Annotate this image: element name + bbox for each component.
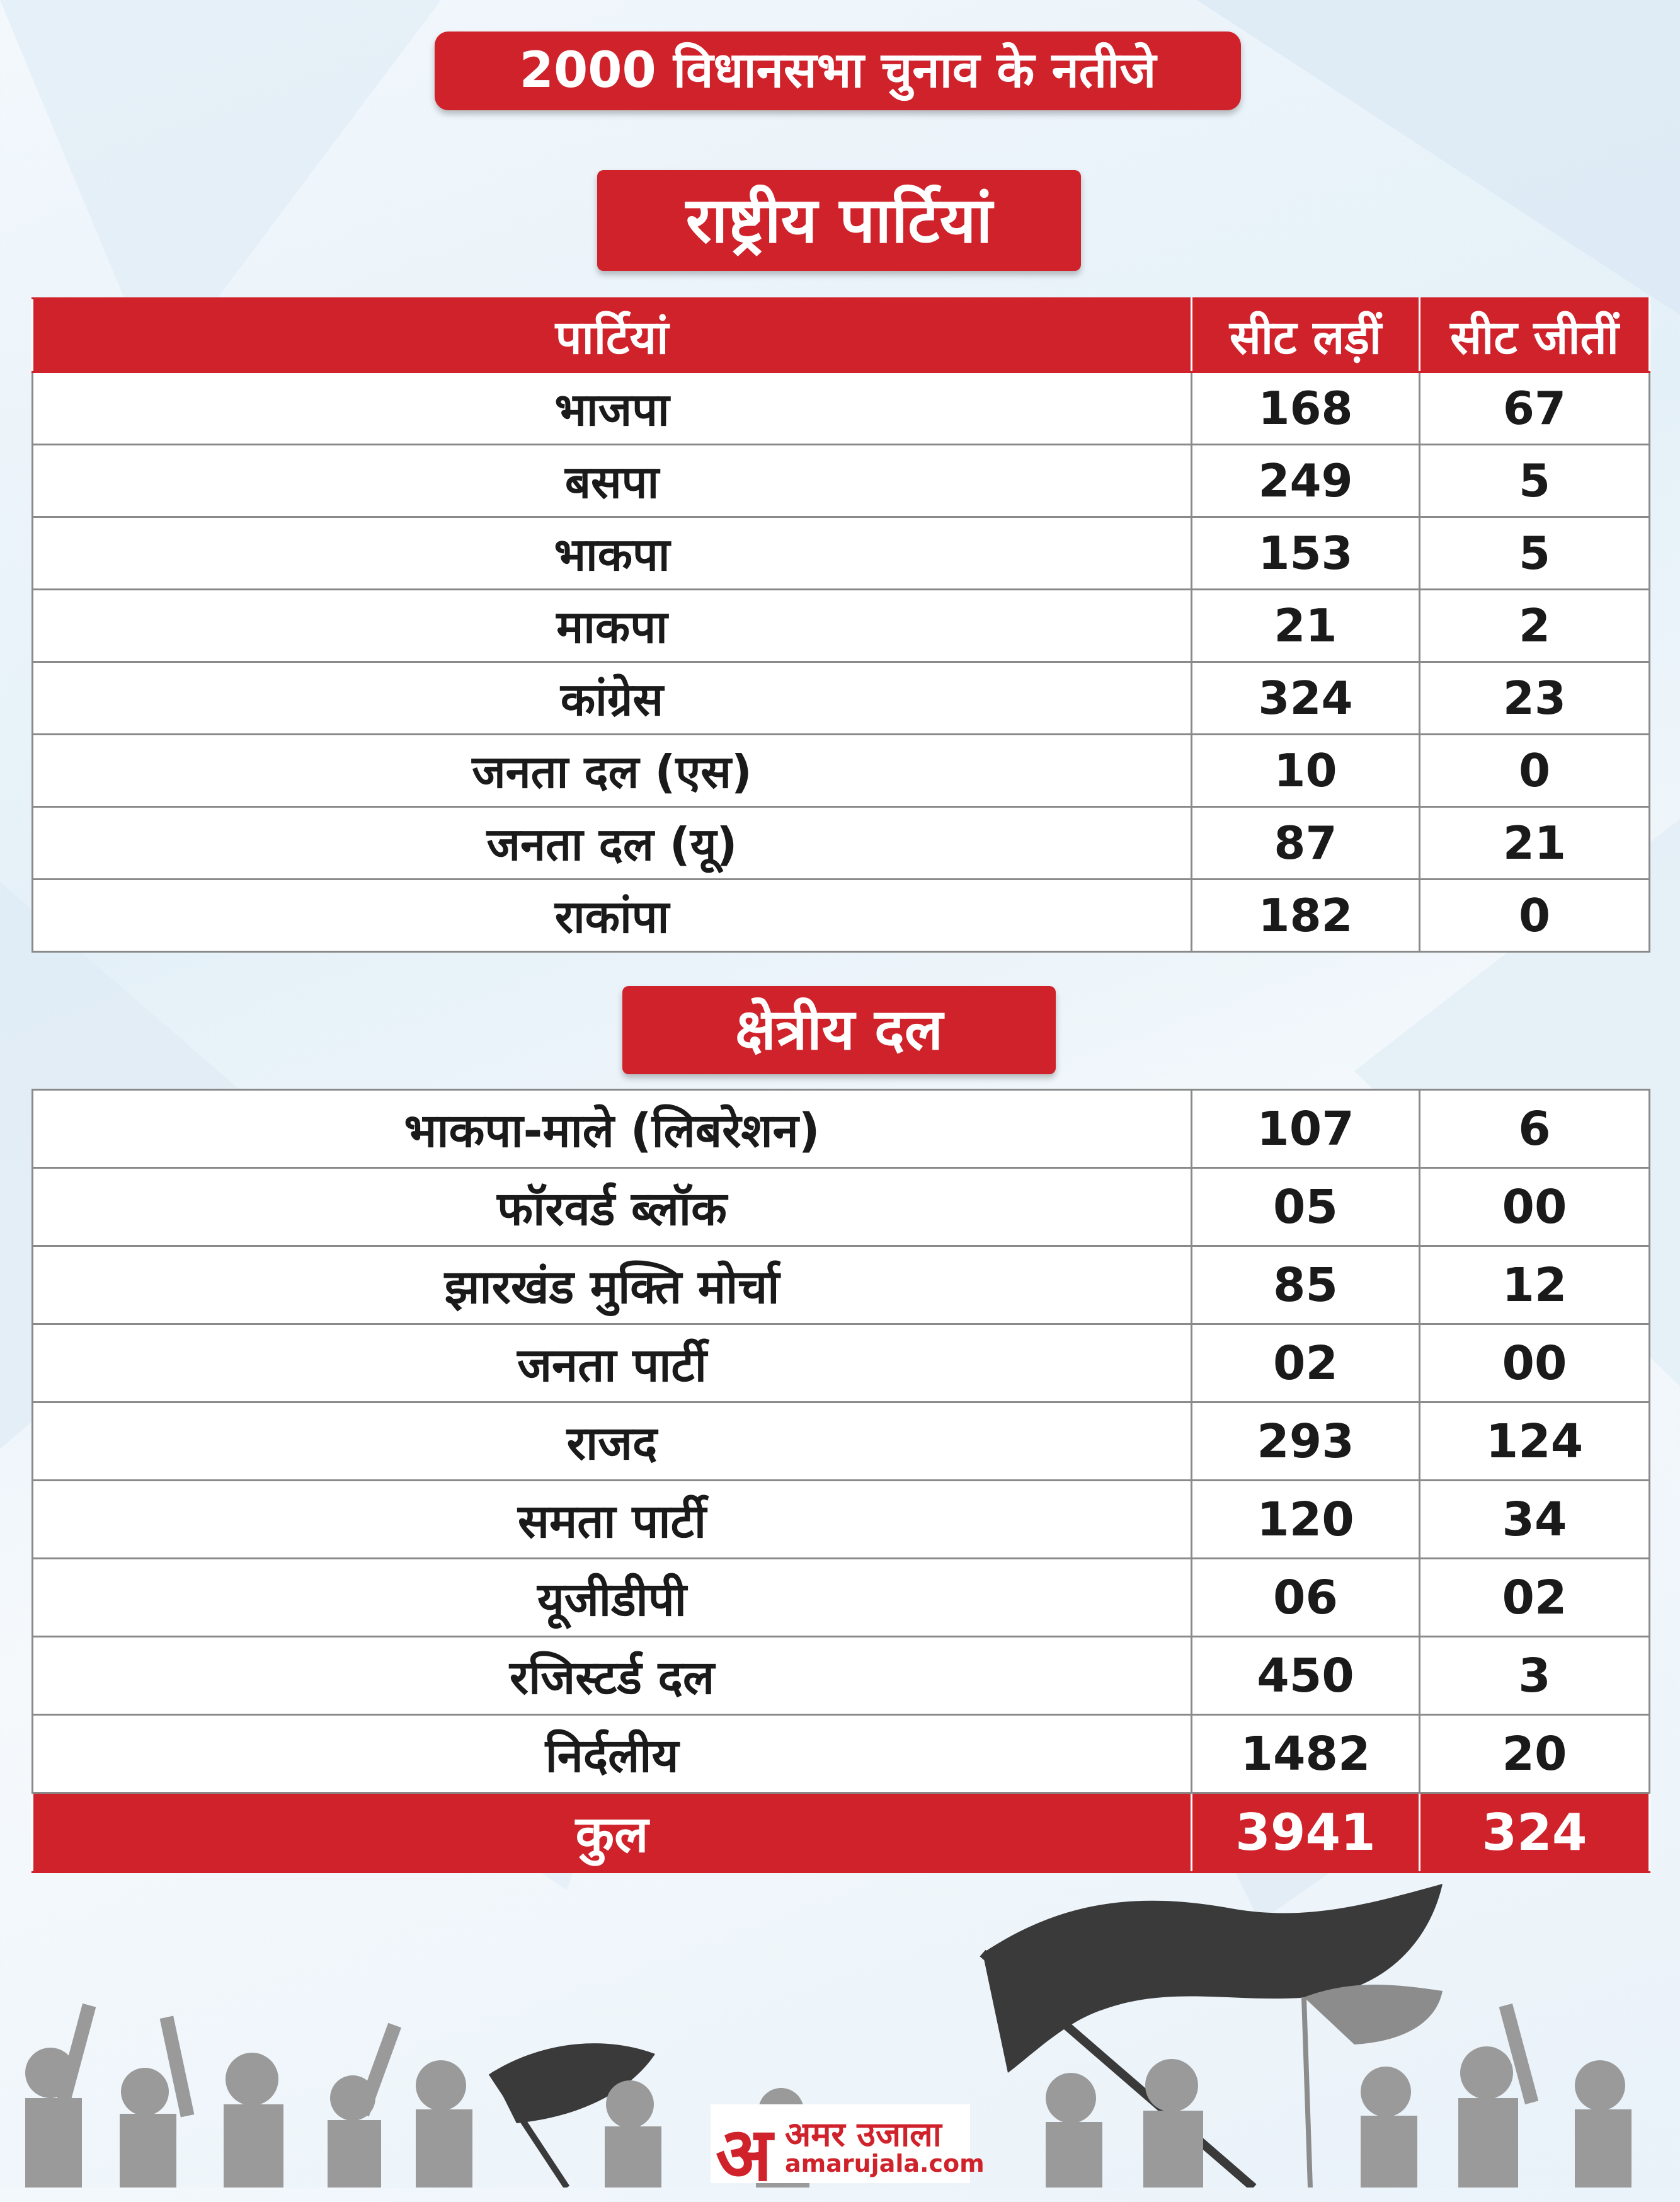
- party-name: राकांपा: [33, 880, 1192, 952]
- seats-contested: 85: [1192, 1246, 1420, 1324]
- table-row: [33, 1090, 1650, 1168]
- table-header-row: [33, 299, 1650, 372]
- seats-contested: 10: [1192, 735, 1420, 807]
- seats-won: 2: [1420, 590, 1650, 662]
- party-name: कांग्रेस: [33, 662, 1192, 735]
- seats-won: 5: [1420, 517, 1650, 590]
- page-title: 2000 विधानसभा चुनाव के नतीजे: [435, 32, 1241, 110]
- party-name: राजद: [33, 1402, 1192, 1481]
- seats-contested: 293: [1192, 1402, 1420, 1481]
- party-name: यूजीडीपी: [33, 1559, 1192, 1637]
- seats-won: 00: [1420, 1324, 1650, 1402]
- table-row: [33, 735, 1650, 807]
- table-row: [33, 807, 1650, 880]
- total-contested: 3941: [1192, 1793, 1420, 1872]
- seats-won: 02: [1420, 1559, 1650, 1637]
- party-name: भाकपा: [33, 517, 1192, 590]
- header-contested: सीट लड़ीं: [1192, 299, 1420, 372]
- seats-contested: 06: [1192, 1559, 1420, 1637]
- seats-won: 23: [1420, 662, 1650, 735]
- party-name: समता पार्टी: [33, 1481, 1192, 1559]
- table-row: [33, 1559, 1650, 1637]
- table-row: [33, 1637, 1650, 1715]
- regional-parties-table: [31, 1089, 1650, 1873]
- seats-contested: 153: [1192, 517, 1420, 590]
- logo-glyph: अ: [716, 2110, 773, 2198]
- seats-contested: 87: [1192, 807, 1420, 880]
- party-name: बसपा: [33, 445, 1192, 517]
- seats-won: 0: [1420, 880, 1650, 952]
- party-name: माकपा: [33, 590, 1192, 662]
- party-name: निर्दलीय: [33, 1715, 1192, 1793]
- party-name: जनता दल (एस): [33, 735, 1192, 807]
- seats-won: 21: [1420, 807, 1650, 880]
- table-row: [33, 1402, 1650, 1481]
- party-name: फॉरवर्ड ब्लॉक: [33, 1168, 1192, 1246]
- party-name: भाजपा: [33, 372, 1192, 445]
- party-name: भाकपा-माले (लिबरेशन): [33, 1090, 1192, 1168]
- seats-won: 67: [1420, 372, 1650, 445]
- seats-contested: 168: [1192, 372, 1420, 445]
- seats-won: 5: [1420, 445, 1650, 517]
- seats-won: 124: [1420, 1402, 1650, 1481]
- table-row: [33, 372, 1650, 445]
- seats-contested: 120: [1192, 1481, 1420, 1559]
- total-won: 324: [1420, 1793, 1650, 1872]
- header-won: सीट जीतीं: [1420, 299, 1650, 372]
- party-name: रजिस्टर्ड दल: [33, 1637, 1192, 1715]
- table-row: [33, 590, 1650, 662]
- party-name: झारखंड मुक्ति मोर्चा: [33, 1246, 1192, 1324]
- seats-contested: 107: [1192, 1090, 1420, 1168]
- party-name: जनता पार्टी: [33, 1324, 1192, 1402]
- seats-contested: 05: [1192, 1168, 1420, 1246]
- table-row: [33, 1168, 1650, 1246]
- seats-won: 3: [1420, 1637, 1650, 1715]
- table-row: [33, 1481, 1650, 1559]
- table-row: [33, 1715, 1650, 1793]
- table-row: [33, 1324, 1650, 1402]
- seats-contested: 182: [1192, 880, 1420, 952]
- total-label: कुल: [33, 1793, 1192, 1872]
- amar-ujala-logo: [711, 2104, 985, 2198]
- logo-name: अमर उजाला: [785, 2114, 942, 2154]
- table-row: [33, 445, 1650, 517]
- header-party: पार्टियां: [33, 299, 1192, 372]
- seats-won: 0: [1420, 735, 1650, 807]
- table-row: [33, 662, 1650, 735]
- seats-contested: 02: [1192, 1324, 1420, 1402]
- seats-contested: 249: [1192, 445, 1420, 517]
- table-row: [33, 880, 1650, 952]
- seats-contested: 324: [1192, 662, 1420, 735]
- table-row: [33, 517, 1650, 590]
- party-name: जनता दल (यू): [33, 807, 1192, 880]
- total-row: [33, 1793, 1650, 1872]
- seats-contested: 1482: [1192, 1715, 1420, 1793]
- seats-contested: 21: [1192, 590, 1420, 662]
- table-row: [33, 1246, 1650, 1324]
- seats-won: 12: [1420, 1246, 1650, 1324]
- regional-parties-title: क्षेत्रीय दल: [622, 986, 1056, 1074]
- seats-won: 20: [1420, 1715, 1650, 1793]
- national-parties-table: [31, 297, 1650, 953]
- national-parties-title: राष्ट्रीय पार्टियां: [597, 170, 1081, 271]
- seats-won: 6: [1420, 1090, 1650, 1168]
- seats-won: 00: [1420, 1168, 1650, 1246]
- seats-won: 34: [1420, 1481, 1650, 1559]
- seats-contested: 450: [1192, 1637, 1420, 1715]
- logo-url: amarujala.com: [785, 2150, 985, 2177]
